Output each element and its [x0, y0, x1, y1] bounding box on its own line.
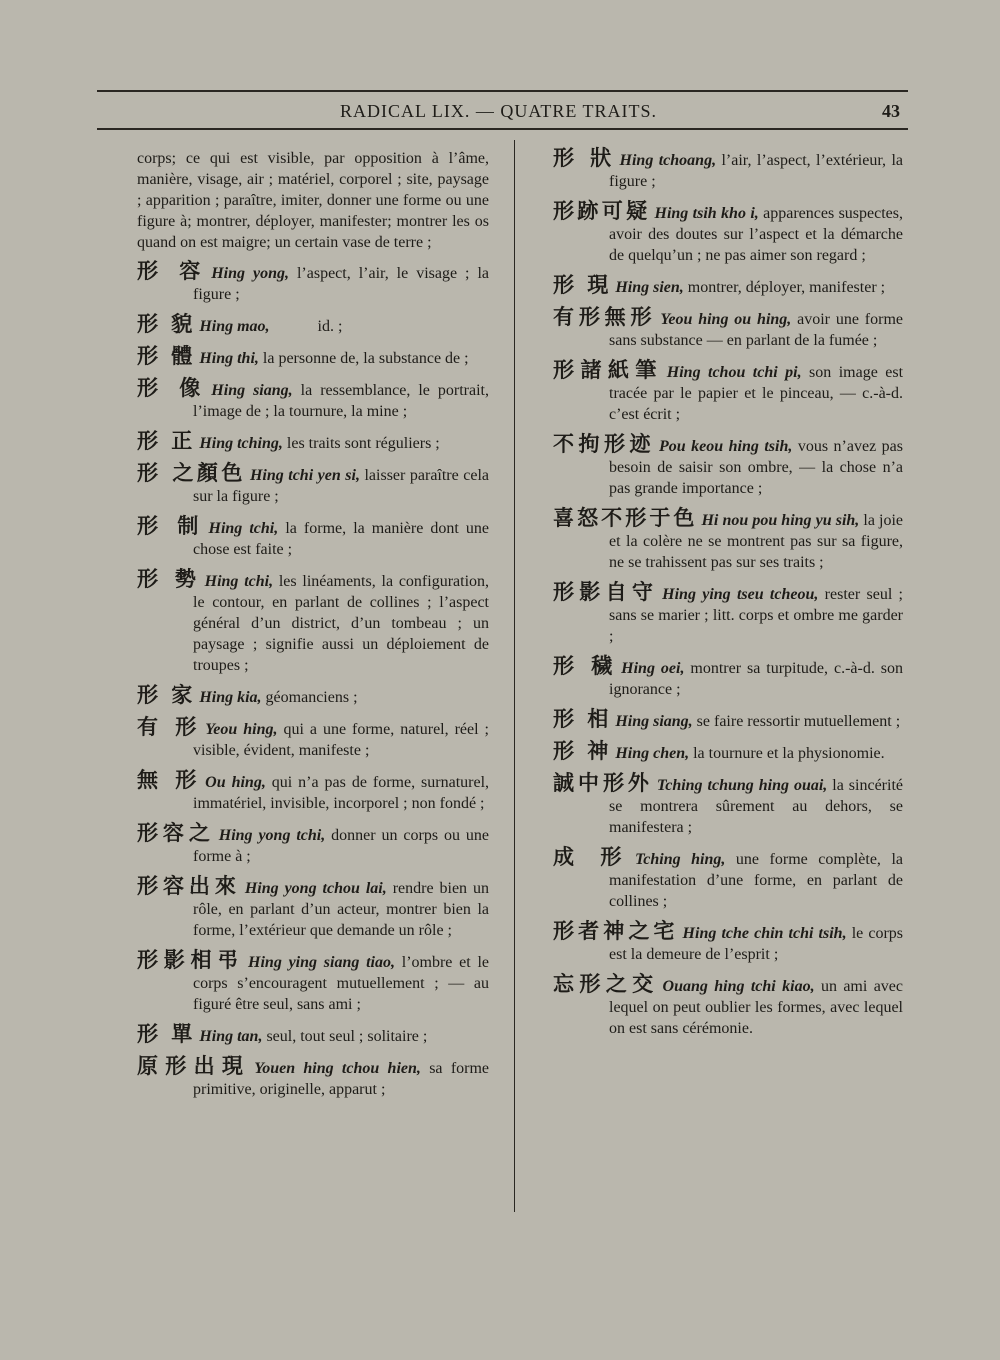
dictionary-entry: [137, 685, 489, 708]
entry-definition: id. ;: [269, 318, 343, 335]
entry-definition: géomanciens ;: [261, 689, 358, 706]
entry-chinese-characters: 形 相: [553, 707, 612, 731]
entry-romanization: Hing tchoang,: [619, 152, 717, 169]
running-title: RADICAL LIX. — QUATRE TRAITS.: [340, 101, 657, 121]
entry-definition: la personne de, la substance de ;: [258, 350, 469, 367]
dictionary-entry: [553, 199, 908, 266]
dictionary-entry: [137, 874, 494, 941]
column-divider: [514, 140, 515, 1212]
entry-romanization: Ou hing,: [205, 774, 266, 791]
dictionary-entry: [553, 580, 907, 647]
right-column: [553, 146, 908, 1048]
dictionary-entry: [137, 376, 493, 422]
entry-definition: une forme complète, la manifestation d’une forme, en parlant de collines ;: [609, 851, 908, 910]
continued-definition: corps; ce qui est visible, par opposition à l’âme, manière, visage, air ; matériel, corporel ; site, paysage ; apparition ; paraître, imiter, donner une forme ou une figure à; montrer, déployer, manifester; montrer les os quand on est maigre; un certain vase de terre ;: [137, 150, 489, 251]
dictionary-entry: [137, 715, 493, 761]
dictionary-entry: [553, 275, 903, 298]
entry-romanization: Hing tchi,: [208, 520, 279, 537]
entry-chinese-characters: 形影相弔: [137, 948, 245, 972]
entry-definition: sa forme primitive, originelle, apparut ;: [193, 1060, 494, 1098]
dictionary-entry: [553, 506, 907, 573]
entry-chinese-characters: 形 容: [137, 259, 208, 283]
entry-romanization: Hing tsih kho i,: [654, 205, 759, 222]
entry-chinese-characters: 形容之: [137, 821, 215, 845]
entry-romanization: Yeou hing ou hing,: [660, 311, 792, 328]
dictionary-entry: [553, 146, 907, 192]
entry-chinese-characters: 形 體: [137, 344, 196, 368]
dictionary-entry: [553, 919, 907, 965]
entry-definition: un ami avec lequel on peut oublier les formes, avec lequel on est sans cérémonie.: [609, 978, 908, 1037]
entry-romanization: Hing yong tchi,: [218, 827, 326, 844]
entry-romanization: Hing siang,: [211, 382, 293, 399]
entry-definition: la ressemblance, le portrait, l’image de ; la tournure, la mine ;: [193, 382, 493, 420]
entry-definition: montrer, déployer, manifester ;: [683, 279, 886, 296]
entry-chinese-characters: 形諸紙筆: [553, 358, 663, 382]
entry-romanization: Hi nou pou hing yu sih,: [701, 512, 860, 529]
dictionary-entry: [553, 305, 908, 351]
entry-chinese-characters: 形 現: [553, 273, 612, 297]
entry-chinese-characters: 形 家: [137, 683, 196, 707]
entry-chinese-characters: 誠中形外: [553, 771, 653, 795]
entry-romanization: Pou keou hing tsih,: [658, 438, 793, 455]
entry-definition: l’aspect, l’air, le visage ; la figure ;: [193, 265, 494, 303]
entry-romanization: Hing tche chin tchi tsih,: [682, 925, 847, 942]
right-entries: [553, 146, 908, 1039]
entry-chinese-characters: 形 單: [137, 1022, 196, 1046]
dictionary-entry: [137, 1024, 489, 1047]
entry-romanization: Hing thi,: [199, 350, 259, 367]
entry-chinese-characters: 形 制: [137, 514, 205, 538]
entry-romanization: Hing tching,: [199, 435, 283, 452]
dictionary-entry: [553, 432, 908, 499]
entry-romanization: Tching hing,: [634, 851, 726, 868]
entry-definition: avoir une forme sans substance — en parlant de la fumée ;: [609, 311, 908, 349]
entry-romanization: Hing ying tseu tcheou,: [662, 586, 819, 603]
entry-chinese-characters: 忘形之交: [553, 972, 659, 996]
dictionary-entry: [137, 259, 494, 305]
dictionary-entry: [553, 709, 903, 732]
dictionary-entry: [553, 741, 903, 764]
entry-chinese-characters: 形影自守: [553, 580, 659, 604]
entry-definition: laisser paraître cela sur la figure ;: [193, 467, 494, 505]
entry-definition: se faire ressortir mutuellement ;: [692, 713, 901, 730]
entry-romanization: Hing tan,: [199, 1028, 263, 1045]
dictionary-entry: [137, 567, 494, 676]
entry-definition: qui n’a pas de forme, surnaturel, immatériel, invisible, incorporel ; non fondé ;: [193, 774, 494, 812]
entry-definition: les traits sont réguliers ;: [282, 435, 440, 452]
entry-romanization: Hing ying siang tiao,: [248, 954, 395, 971]
entry-definition: rester seul ; sans se marier ; litt. corps et ombre me garder ;: [609, 586, 907, 645]
dictionary-entry: [137, 346, 489, 369]
entry-romanization: Hing tchi,: [204, 573, 274, 590]
left-entries: [137, 259, 494, 1100]
entry-chinese-characters: 形者神之宅: [553, 919, 679, 943]
entry-definition: la joie et la colère ne se montrent pas sur sa figure, ne se trahissent pas sur ses traits ;: [609, 512, 907, 571]
entry-chinese-characters: 喜怒不形于色: [553, 506, 698, 530]
dictionary-entry: [137, 768, 494, 814]
entry-definition: apparences suspectes, avoir des doutes sur l’aspect et la démarche de quelqu’un ; ne pas aimer son regard ;: [609, 205, 908, 264]
dictionary-entry: [553, 654, 908, 700]
dictionary-entry: [137, 1054, 494, 1100]
entry-romanization: Hing mao,: [199, 318, 270, 335]
entry-definition: la tournure et la physionomie.: [689, 745, 885, 762]
left-column: [137, 148, 494, 1109]
dictionary-entry: [553, 845, 908, 912]
entry-definition: qui a une forme, naturel, réel ; visible, évident, manifeste ;: [193, 721, 493, 759]
dictionary-entry: [137, 948, 494, 1015]
entry-romanization: Youen hing tchou hien,: [254, 1060, 421, 1077]
entry-chinese-characters: 有形無形: [553, 305, 657, 329]
dictionary-entry: [137, 314, 489, 337]
dictionary-entry: [137, 821, 494, 867]
header-bottom-rule: [97, 128, 908, 130]
dictionary-entry: [137, 431, 489, 454]
entry-chinese-characters: 形跡可疑: [553, 199, 651, 223]
entry-definition: les linéaments, la configuration, le contour, en parlant de collines ; l’aspect général d’un district, d’un tombeau ; un paysage ; signifie aussi un déploiement de troupes ;: [193, 573, 494, 674]
entry-chinese-characters: 形容出來: [137, 874, 241, 898]
entry-definition: l’ombre et le corps s’encouragent mutuellement ; — au figuré être seul, sans ami ;: [193, 954, 494, 1013]
dictionary-entry: [553, 972, 908, 1039]
dictionary-entry: [137, 461, 494, 507]
dictionary-entry: [553, 358, 908, 425]
entry-definition: donner un corps ou une forme à ;: [193, 827, 494, 865]
entry-chinese-characters: 形 狀: [553, 146, 616, 170]
entry-romanization: Hing yong,: [211, 265, 289, 282]
entry-chinese-characters: 不拘形迹: [553, 432, 655, 456]
entry-chinese-characters: 原形出現: [137, 1054, 251, 1078]
entry-chinese-characters: 形 穢: [553, 654, 618, 678]
entry-definition: rendre bien un rôle, en parlant d’un acteur, montrer bien la forme, l’extérieur que demande un rôle ;: [193, 880, 494, 939]
entry-romanization: Hing oei,: [621, 660, 685, 677]
entry-chinese-characters: 成 形: [553, 845, 631, 869]
dictionary-entry: [137, 514, 493, 560]
entry-romanization: Hing kia,: [199, 689, 262, 706]
entry-romanization: Yeou hing,: [205, 721, 278, 738]
entry-romanization: Hing yong tchou lai,: [244, 880, 387, 897]
entry-definition: l’air, l’aspect, l’extérieur, la figure ;: [609, 152, 907, 190]
entry-romanization: Hing tchi yen si,: [249, 467, 360, 484]
entry-romanization: Ouang hing tchi kiao,: [662, 978, 815, 995]
entry-definition: son image est tracée par le papier et le pinceau, — c.-à-d. c’est écrit ;: [609, 364, 908, 423]
entry-definition: la forme, la manière dont une chose est faite ;: [193, 520, 493, 558]
entry-chinese-characters: 形 正: [137, 429, 196, 453]
entry-definition: le corps est la demeure de l’esprit ;: [609, 925, 907, 963]
header-top-rule: [97, 90, 908, 92]
entry-romanization: Hing siang,: [615, 713, 693, 730]
entry-chinese-characters: 形 像: [137, 376, 208, 400]
entry-definition: vous n’avez pas besoin de saisir son ombre, — la chose n’a pas grande importance ;: [609, 438, 908, 497]
entry-chinese-characters: 形 貌: [137, 312, 196, 336]
entry-romanization: Hing tchou tchi pi,: [666, 364, 802, 381]
entry-definition: la sincérité se montrera sûrement au dehors, se manifestera ;: [609, 777, 908, 836]
dictionary-entry: [553, 771, 908, 838]
entry-romanization: Tching tchung hing ouai,: [656, 777, 828, 794]
entry-chinese-characters: 形 勢: [137, 567, 201, 591]
entry-chinese-characters: 形 之顏色: [137, 461, 246, 485]
entry-definition: seul, tout seul ; solitaire ;: [262, 1028, 428, 1045]
entry-chinese-characters: 有 形: [137, 715, 202, 739]
entry-romanization: Hing sien,: [615, 279, 684, 296]
entry-romanization: Hing chen,: [615, 745, 690, 762]
entry-chinese-characters: 無 形: [137, 768, 202, 792]
running-header: [97, 99, 900, 127]
page-number: 43: [882, 101, 900, 121]
entry-definition: montrer sa turpitude, c.-à-d. son ignorance ;: [609, 660, 908, 698]
entry-chinese-characters: 形 神: [553, 739, 612, 763]
